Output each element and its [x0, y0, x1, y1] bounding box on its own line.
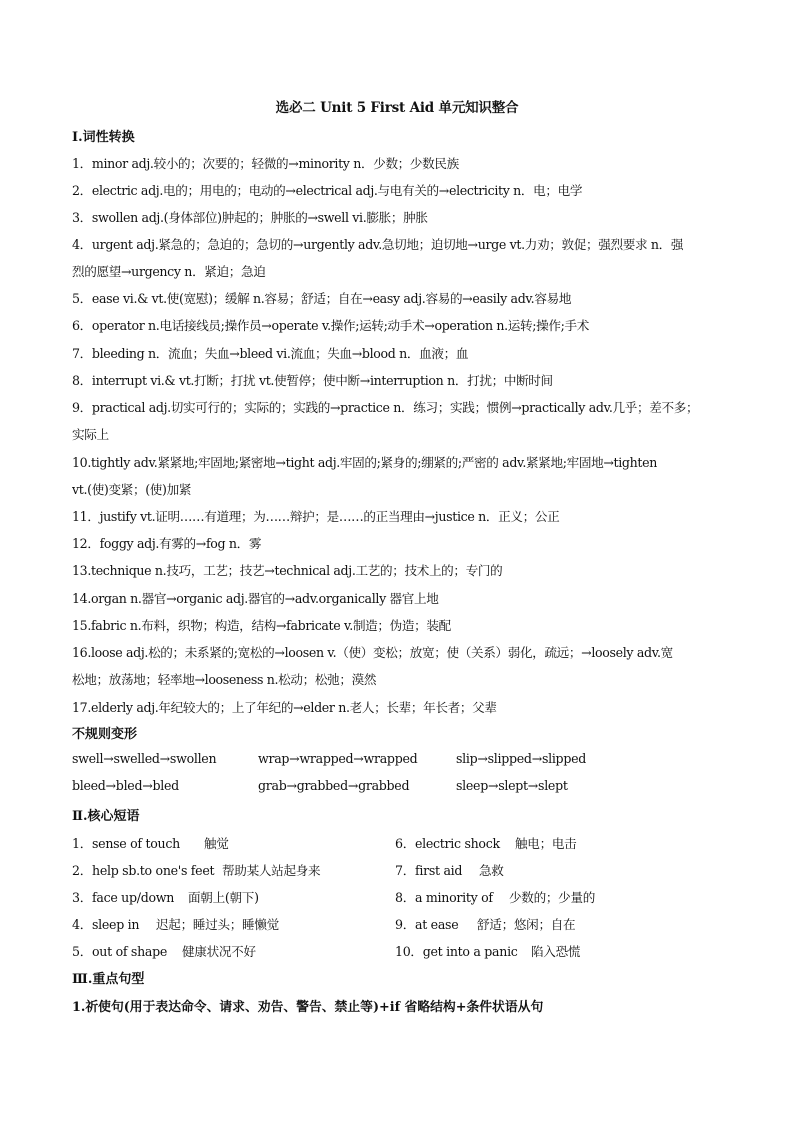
- phrase-zh: 陷入恐慌: [531, 944, 581, 959]
- phrase-en: 9．at ease: [395, 917, 459, 932]
- phrase-zh: 触觉: [204, 836, 229, 851]
- phrase-item: [395, 914, 575, 933]
- list-item: 10.tightly adv.紧紧地;牢固地;紧密地→tight adj.牢固的;紧身的;绷紧的;严密的 adv.紧紧地;牢固地→tighten: [72, 455, 657, 470]
- phrase-item: [72, 941, 256, 960]
- list-item-continuation: 实际上: [72, 427, 109, 442]
- list-item: 12．foggy adj.有雾的→fog n．雾: [72, 536, 262, 551]
- irregular-form: slip→slipped→slipped: [456, 751, 586, 766]
- phrase-item: [395, 860, 504, 879]
- phrase-en: 8．a minority of: [395, 890, 493, 905]
- phrase-en: 2．help sb.to one's feet: [72, 863, 215, 878]
- list-item: 5．ease vi.& vt.使(宽慰)；缓解 n.容易；舒适；自在→easy adj.容易的→easily adv.容易地: [72, 291, 572, 306]
- phrase-zh: 迟起；睡过头；睡懒觉: [156, 917, 279, 932]
- section-heading-sentence-patterns: Ⅲ.重点句型: [72, 972, 145, 987]
- phrase-zh: 面朝上(朝下): [188, 890, 259, 905]
- phrase-en: 5．out of shape: [72, 944, 168, 959]
- list-item: 1．minor adj.较小的；次要的；轻微的→minority n．少数；少数民族: [72, 156, 459, 171]
- phrase-item: [395, 887, 595, 906]
- list-item: 16.loose adj.松的；未系紧的;宽松的→loosen v.（使）变松；放宽；使（关系）弱化，疏远；→loosely adv.宽: [72, 645, 673, 660]
- phrase-zh: 帮助某人站起身来: [222, 863, 321, 878]
- irregular-form: grab→grabbed→grabbed: [258, 778, 410, 793]
- list-item: 15.fabric n.布料，织物；构造，结构→fabricate v.制造；伪造；装配: [72, 618, 451, 633]
- list-item: 11．justify vt.证明……有道理；为……辩护；是……的正当理由→justice n．正义；公正: [72, 509, 560, 524]
- phrase-item: [72, 833, 229, 852]
- list-item: 3．swollen adj.(身体部位)肿起的；肿胀的→swell vi.膨胀；肿胀: [72, 210, 428, 225]
- phrase-item: [395, 833, 576, 852]
- section-heading-phrases: Ⅱ.核心短语: [72, 809, 140, 824]
- phrase-zh: 舒适；悠闲；自在: [477, 917, 576, 932]
- list-item: 8．interrupt vi.& vt.打断；打扰 vt.使暂停；使中断→interruption n．打扰；中断时间: [72, 373, 553, 388]
- list-item: 2．electric adj.电的；用电的；电动的→electrical adj.与电有关的→electricity n．电；电学: [72, 183, 583, 198]
- phrase-en: 4．sleep in: [72, 917, 140, 932]
- sentence-pattern-heading: 1.祈使句(用于表达命令、请求、劝告、警告、禁止等)+if 省略结构+条件状语从句: [72, 1000, 544, 1015]
- irregular-forms-heading: 不规则变形: [72, 727, 138, 742]
- list-item: 4．urgent adj.紧急的；急迫的；急切的→urgently adv.急切地；迫切地→urge vt.力劝；敦促；强烈要求 n．强: [72, 237, 684, 252]
- list-item-continuation: vt.(使)变紧；(使)加紧: [72, 482, 192, 497]
- list-item-continuation: 烈的愿望→urgency n．紧迫；急迫: [72, 264, 266, 279]
- phrase-item: [72, 860, 320, 879]
- list-item: 7．bleeding n．流血；失血→bleed vi.流血；失血→blood n．血液；血: [72, 346, 469, 361]
- page-title: 选必二 Unit 5 First Aid 单元知识整合: [275, 100, 519, 116]
- phrase-en: 1．sense of touch: [72, 836, 180, 851]
- phrase-en: 7．first aid: [395, 863, 463, 878]
- list-item: 14.organ n.器官→organic adj.器官的→adv.organically 器官上地: [72, 591, 439, 606]
- phrase-item: [72, 887, 259, 906]
- phrase-en: 6．electric shock: [395, 836, 500, 851]
- phrase-zh: 急救: [479, 863, 504, 878]
- phrase-zh: 触电；电击: [515, 836, 577, 851]
- section-heading-word-forms: Ⅰ.词性转换: [72, 130, 135, 145]
- phrase-en: 3．face up/down: [72, 890, 175, 905]
- phrase-item: [395, 941, 580, 960]
- list-item: 9．practical adj.切实可行的；实际的；实践的→practice n．练习；实践；惯例→practically adv.几乎；差不多；: [72, 400, 699, 415]
- irregular-form: wrap→wrapped→wrapped: [258, 751, 418, 766]
- list-item-continuation: 松地；放荡地；轻率地→looseness n.松动；松弛；漠然: [72, 672, 377, 687]
- list-item: 17.elderly adj.年纪较大的；上了年纪的→elder n.老人；长辈；年长者；父辈: [72, 700, 497, 715]
- irregular-form: bleed→bled→bled: [72, 778, 179, 793]
- list-item: 6．operator n.电话接线员;操作员→operate v.操作;运转;动手术→operation n.运转;操作;手术: [72, 318, 590, 333]
- irregular-form: sleep→slept→slept: [456, 778, 568, 793]
- phrase-zh: 少数的；少量的: [509, 890, 596, 905]
- phrase-en: 10．get into a panic: [395, 944, 518, 959]
- list-item: 13.technique n.技巧，工艺；技艺→technical adj.工艺的；技术上的；专门的: [72, 563, 503, 578]
- phrase-zh: 健康状况不好: [182, 944, 256, 959]
- irregular-form: swell→swelled→swollen: [72, 751, 217, 766]
- phrase-item: [72, 914, 279, 933]
